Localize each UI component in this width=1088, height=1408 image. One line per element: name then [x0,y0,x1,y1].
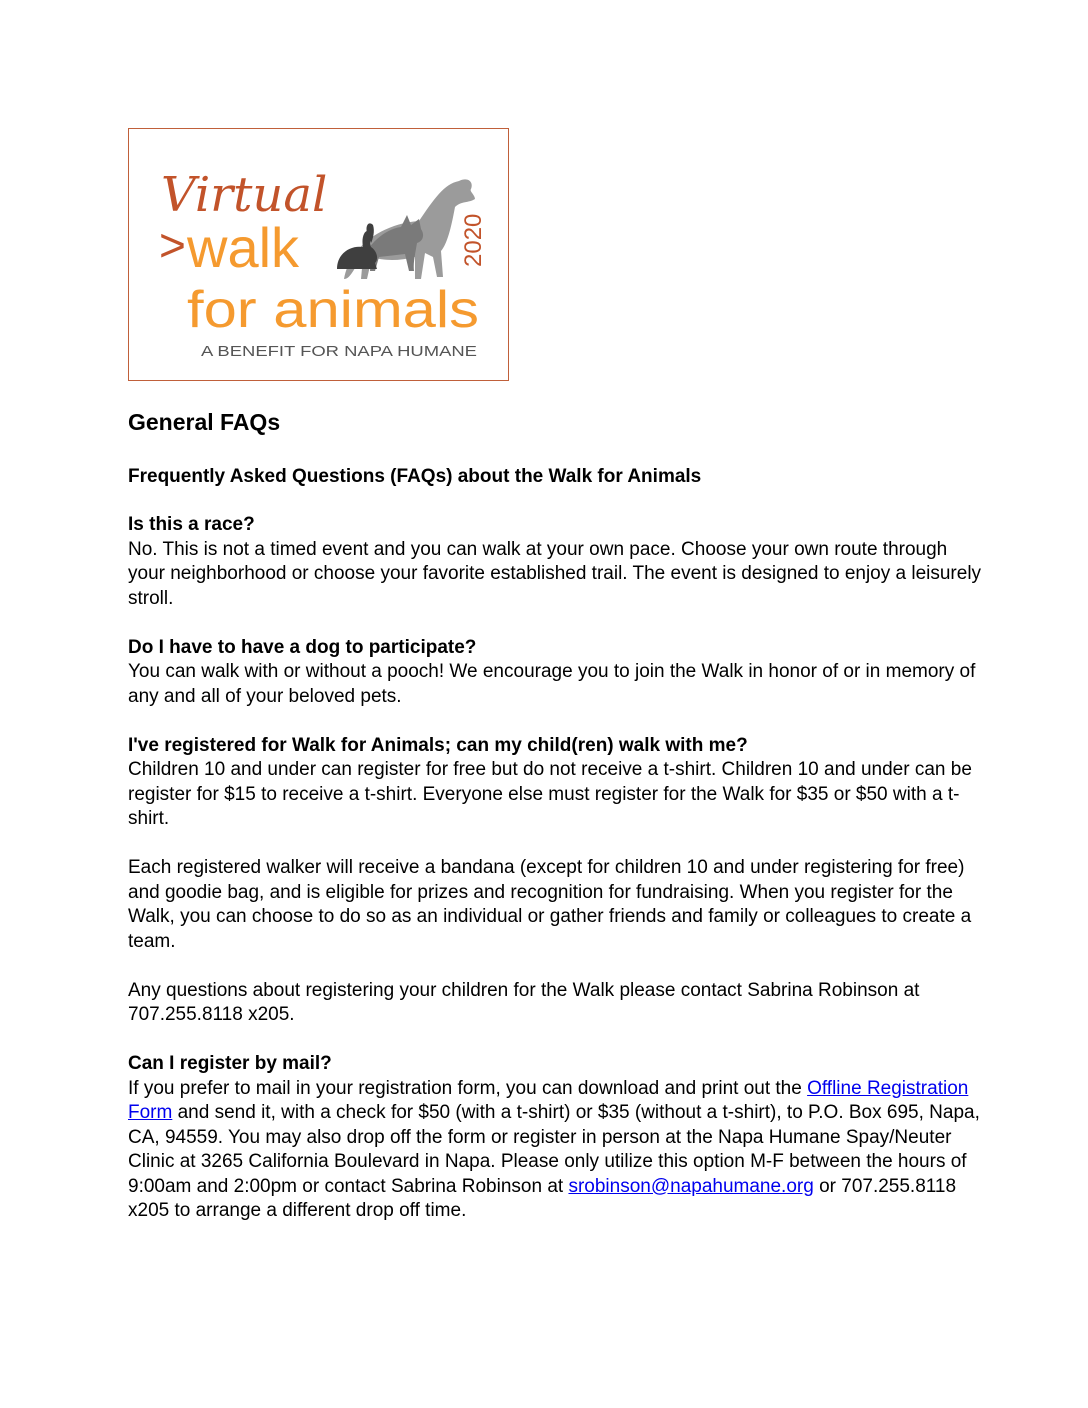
email-link[interactable]: srobinson@napahumane.org [568,1175,814,1197]
faq-answer [128,1077,988,1224]
answer-text: and send it, with a check for $50 (with a t-shirt) or $35 (without a t-shirt), to P.O. Box 695, Napa, CA, 94559. You may also drop off the form or register in person at the Napa Humane Spay/Neuter Clinic at 3265 California Boulevard in Napa. Please only utilize this option M-F between the hours of 9:00am and 2:00pm or contact Sabrina Robinson at [128,1102,980,1197]
page-title: General FAQs [128,409,281,435]
faq-question: Is this a race? [128,514,255,535]
faq-question: Do I have to have a dog to participate? [128,636,477,658]
logo-walk: walk [187,216,300,279]
faq-question: I've registered for Walk for Animals; can my child(ren) walk with me? [128,734,748,756]
answer-text: or 707.255.8118 x205 to arrange a different drop off time. [128,1175,957,1221]
faq-answer: Any questions about registering your children for the Walk please contact Sabrina Robinson at 707.255.8118 x205. [128,979,920,1025]
logo-tagline: A BENEFIT FOR NAPA HUMANE [201,343,477,360]
faq-answer: No. This is not a timed event and you can walk at your own pace. Choose your own route through your neighborhood or choose your favorite established trail. The event is designed to enjoy a leisurely stroll. [128,538,982,609]
offline-registration-form-link[interactable]: Offline Registration Form [128,1077,969,1123]
answer-text: If you prefer to mail in your registration form, you can download and print out the [128,1077,808,1099]
logo-for-animals: for animals [187,281,479,339]
event-logo [128,128,509,381]
faq-content [128,404,988,1224]
faq-answer: Each registered walker will receive a bandana (except for children 10 and under registering for free) and goodie bag, and is eligible for prizes and recognition for fundraising. When you register for the Walk, you can choose to do so as an individual or gather friends and family or colleagues to create a team. [128,857,972,952]
logo-graphic [129,129,510,382]
faq-answer: You can walk with or without a pooch! We encourage you to join the Walk in honor of or in memory of any and all of your beloved pets. [128,661,976,707]
faq-subtitle: Frequently Asked Questions (FAQs) about the Walk for Animals [128,466,702,487]
logo-year: 2020 [460,213,487,267]
faq-answer: Children 10 and under can register for free but do not receive a t-shirt. Children 10 and under can be register for $15 to receive a t-shirt. Everyone else must register for the Walk for $35 or $50 with a t-shirt. [128,759,972,829]
logo-chevron: > [159,219,186,271]
logo-virtual: Virtual [161,167,328,223]
faq-question: Can I register by mail? [128,1053,332,1074]
